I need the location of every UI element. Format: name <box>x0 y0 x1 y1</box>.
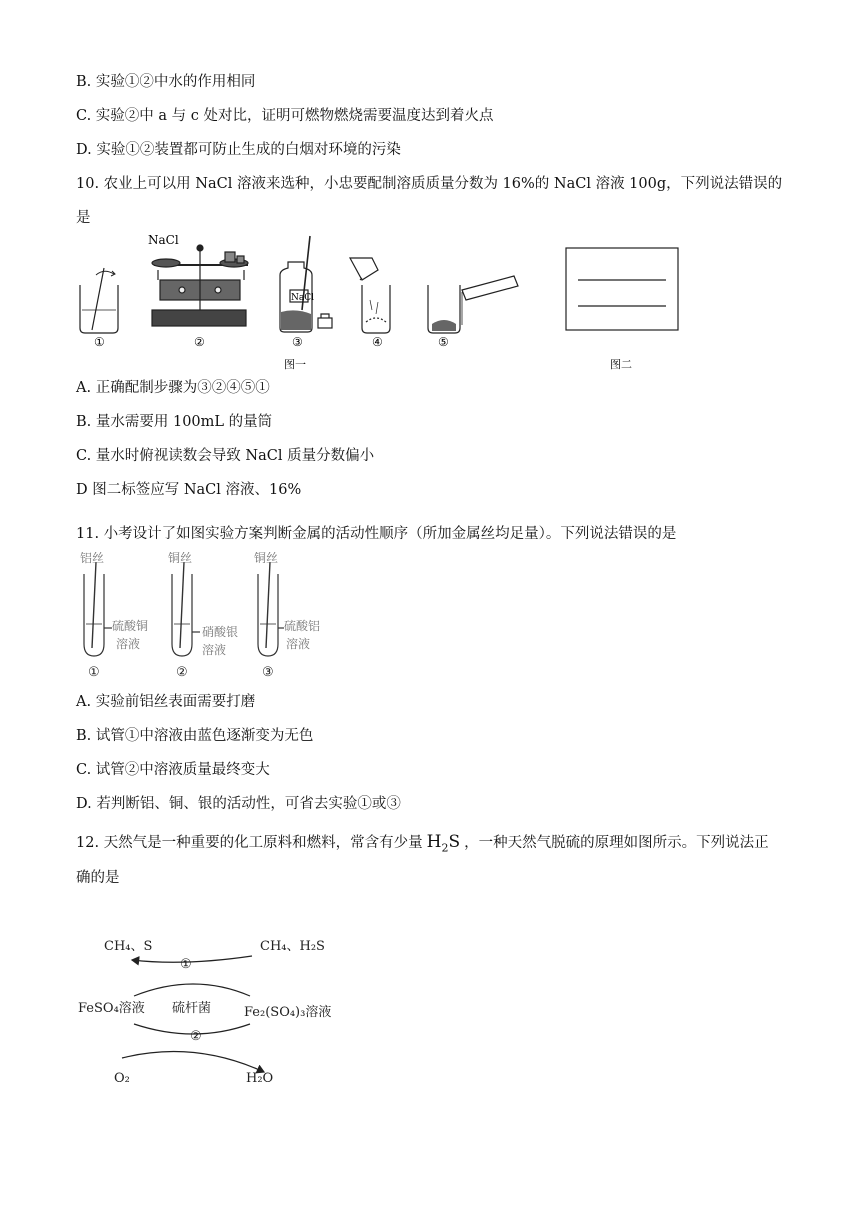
q10-option-b: B. 量水需要用 100mL 的量筒 <box>76 414 273 430</box>
q11-option-d: D. 若判断铝、铜、银的活动性，可省去实验①或③ <box>76 796 401 812</box>
q12-stem-part1: 12. 天然气是一种重要的化工原料和燃料，常含有少量 <box>76 835 423 851</box>
balance-nacl-label: NaCl <box>148 233 179 247</box>
h2s-formula: $H_2S$ <box>426 832 461 855</box>
q12-stem-part2: ，一种天然气脱硫的原理如图所示。下列说法正 <box>464 835 769 851</box>
label-blank-box <box>566 248 678 330</box>
wire-label-3: 铜丝 <box>254 552 279 565</box>
arrow-step2 <box>122 1052 264 1072</box>
step-label-4: ④ <box>372 335 383 349</box>
solution-label-2a: 硝酸银 <box>202 625 239 639</box>
q9-option-b: B. 实验①②中水的作用相同 <box>76 74 256 90</box>
bottle-nacl-label: NaCl <box>291 293 315 303</box>
q10-figure <box>70 230 690 378</box>
q11-stem: 11. 小考设计了如图实验方案判断金属的活动性顺序（所加金属丝均足量）。下列说法错误的是 <box>76 526 677 542</box>
step-label-2: ② <box>194 335 205 349</box>
fe2so43-solution: Fe₂(SO₄)₃溶液 <box>244 1005 332 1020</box>
figure2-caption: 图二 <box>610 358 632 371</box>
balance-icon <box>152 245 248 326</box>
step-label-3: ③ <box>292 335 303 349</box>
solution-label-3a: 硫酸铝 <box>284 619 321 633</box>
tube-label-3: ③ <box>262 665 274 680</box>
thiobacillus-label: 硫杆菌 <box>172 1001 212 1016</box>
tube-label-1: ① <box>88 665 100 680</box>
step-label-1: ① <box>94 335 105 349</box>
step-label-5: ⑤ <box>438 335 449 349</box>
product-h2o: H₂O <box>246 1071 274 1086</box>
arrow-step1 <box>132 956 252 962</box>
solution-label-2b: 溶液 <box>202 643 227 657</box>
wire-label-1: 铝丝 <box>80 552 105 565</box>
feso4-solution: FeSO₄溶液 <box>78 1001 145 1016</box>
q10-stem-line2: 是 <box>76 210 91 226</box>
product-ch4-s: CH₄、S <box>104 939 153 954</box>
reagent-bottle-icon <box>280 236 332 332</box>
test-tube-icon <box>84 562 112 656</box>
q12-stem-line2: 确的是 <box>76 870 120 886</box>
solution-label-1a: 硫酸铜 <box>112 619 149 633</box>
test-tube-icon <box>172 562 200 656</box>
beaker-pouring-icon <box>428 276 518 333</box>
q9-option-c: C. 实验②中 a 与 c 处对比，证明可燃物燃烧需要温度达到着火点 <box>76 108 494 124</box>
q11-option-a: A. 实验前铝丝表面需要打磨 <box>76 694 256 710</box>
q11-figure <box>72 552 342 682</box>
wire-label-2: 铜丝 <box>168 552 193 565</box>
figure1-caption: 图一 <box>284 358 306 371</box>
q10-stem-line1: 10. 农业上可以用 NaCl 溶液来选种，小忠要配制溶质质量分数为 16%的 NaCl 溶液 100g，下列说法错误的 <box>76 176 783 192</box>
solution-label-1b: 溶液 <box>116 637 141 651</box>
q10-option-a: A. 正确配制步骤为③②④⑤① <box>76 380 270 396</box>
reactant-o2: O₂ <box>114 1071 130 1086</box>
q11-option-b: B. 试管①中溶液由蓝色逐渐变为无色 <box>76 728 314 744</box>
q10-option-c: C. 量水时俯视读数会导致 NaCl 质量分数偏小 <box>76 448 375 464</box>
solution-label-3b: 溶液 <box>286 637 311 651</box>
q10-option-d: D 图二标签应写 NaCl 溶液、16% <box>76 482 302 498</box>
test-tube-icon <box>258 562 284 656</box>
step2-label: ② <box>190 1029 202 1044</box>
q9-option-d: D. 实验①②装置都可防止生成的白烟对环境的污染 <box>76 142 401 158</box>
q11-option-c: C. 试管②中溶液质量最终变大 <box>76 762 270 778</box>
reactant-ch4-h2s: CH₄、H₂S <box>260 939 325 954</box>
tube-label-2: ② <box>176 665 188 680</box>
q12-diagram <box>74 932 364 1088</box>
step1-label: ① <box>180 957 192 972</box>
beaker-stirring-icon <box>80 268 118 333</box>
beaker-funnel-icon <box>350 258 390 333</box>
q12-stem-line1 <box>76 832 769 858</box>
arrow-step1-lower <box>134 984 250 996</box>
